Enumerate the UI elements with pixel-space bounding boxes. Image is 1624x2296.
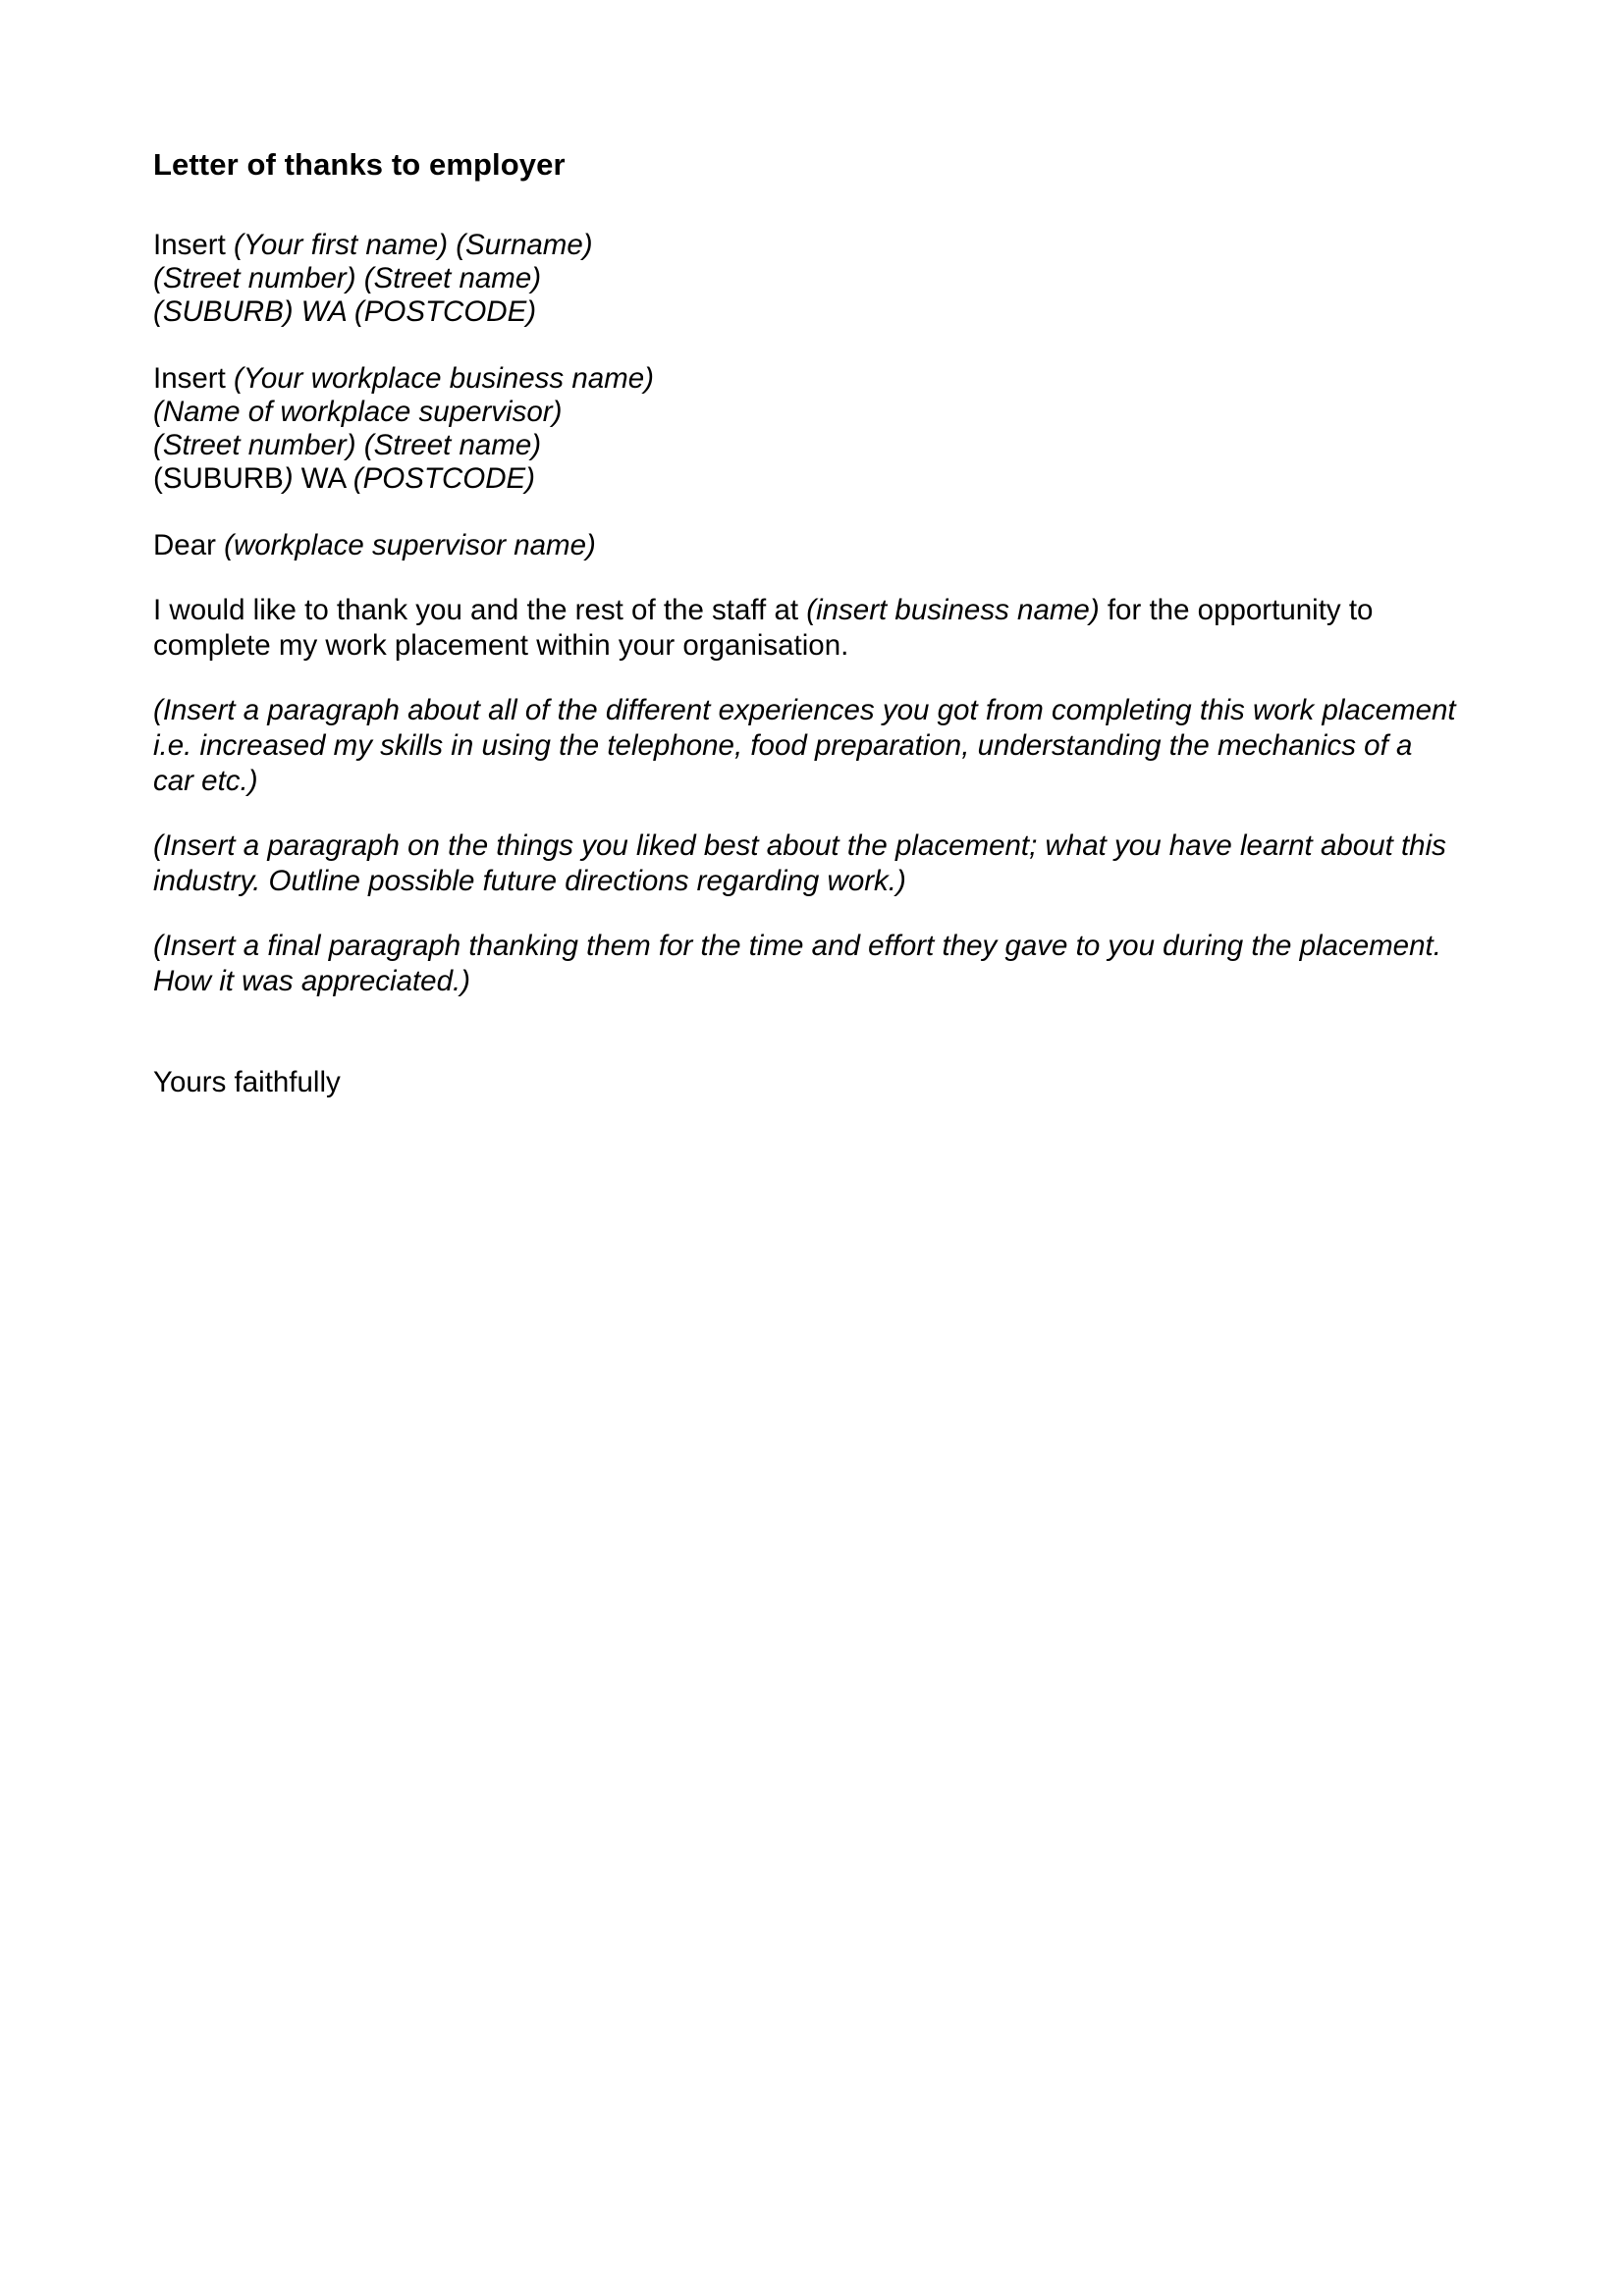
paragraph-1-business-placeholder: (insert business name) [806,593,1100,626]
sender-line-1-placeholder: (Your first name) (Surname) [233,228,593,261]
sender-line-1-prefix: Insert [153,228,234,261]
closing-spacer [153,999,1459,1065]
paragraph-1-text-before: I would like to thank you and the rest of the staff at [153,593,807,626]
salutation-name-placeholder: (workplace supervisor name) [224,528,596,561]
sender-address-line-3 [153,295,1459,329]
recipient-address-line-4 [153,462,1459,496]
paragraph-1-text-after: for the opportunity to complete my work placement within your organisation. [153,593,1374,662]
recipient-address-block [153,362,1459,496]
sender-address-line-2 [153,262,1459,295]
recipient-line-1-placeholder: (Your workplace business name) [233,361,654,395]
sender-line-3-placeholder: (SUBURB) WA (POSTCODE) [153,294,537,328]
letter-body [153,147,1459,1100]
recipient-address-line-1 [153,362,1459,396]
sender-address-block [153,229,1459,329]
recipient-state-text: WA [293,461,353,495]
salutation-greeting: Dear [153,528,225,561]
recipient-address-line-2 [153,396,1459,429]
address-salutation-spacer [153,496,1459,528]
recipient-postcode-placeholder: (POSTCODE) [352,461,535,495]
page-title: Letter of thanks to employer [153,147,566,182]
title-spacer [153,183,1459,229]
body-paragraph-2: (Insert a paragraph about all of the different experiences you got from completing this work placement i.e. increased my skills in using the telephone, food preparation, understanding the mechanics of a car etc.) [153,693,1456,797]
salutation [153,528,1459,563]
body-paragraph-4: (Insert a final paragraph thanking them for the time and effort they gave to you during the placement. How it was appreciated.) [153,929,1441,997]
closing-salutation: Yours faithfully [153,1065,341,1098]
recipient-address-line-3 [153,429,1459,462]
recipient-suburb-text: (SUBURB [153,461,284,495]
sender-line-2-placeholder: (Street number) (Street name) [153,261,542,294]
recipient-line-2-placeholder: (Name of workplace supervisor) [153,395,563,428]
body-paragraph-1 [153,593,1459,664]
sender-address-line-1 [153,229,1459,262]
recipient-line-3-placeholder: (Street number) (Street name) [153,428,542,461]
recipient-suburb-close-paren: ) [283,461,294,495]
body-paragraph-3: (Insert a paragraph on the things you liked best about the placement; what you have learnt about this industry. Outline possible future directions regarding work.) [153,828,1446,897]
recipient-line-1-prefix: Insert [153,361,234,395]
